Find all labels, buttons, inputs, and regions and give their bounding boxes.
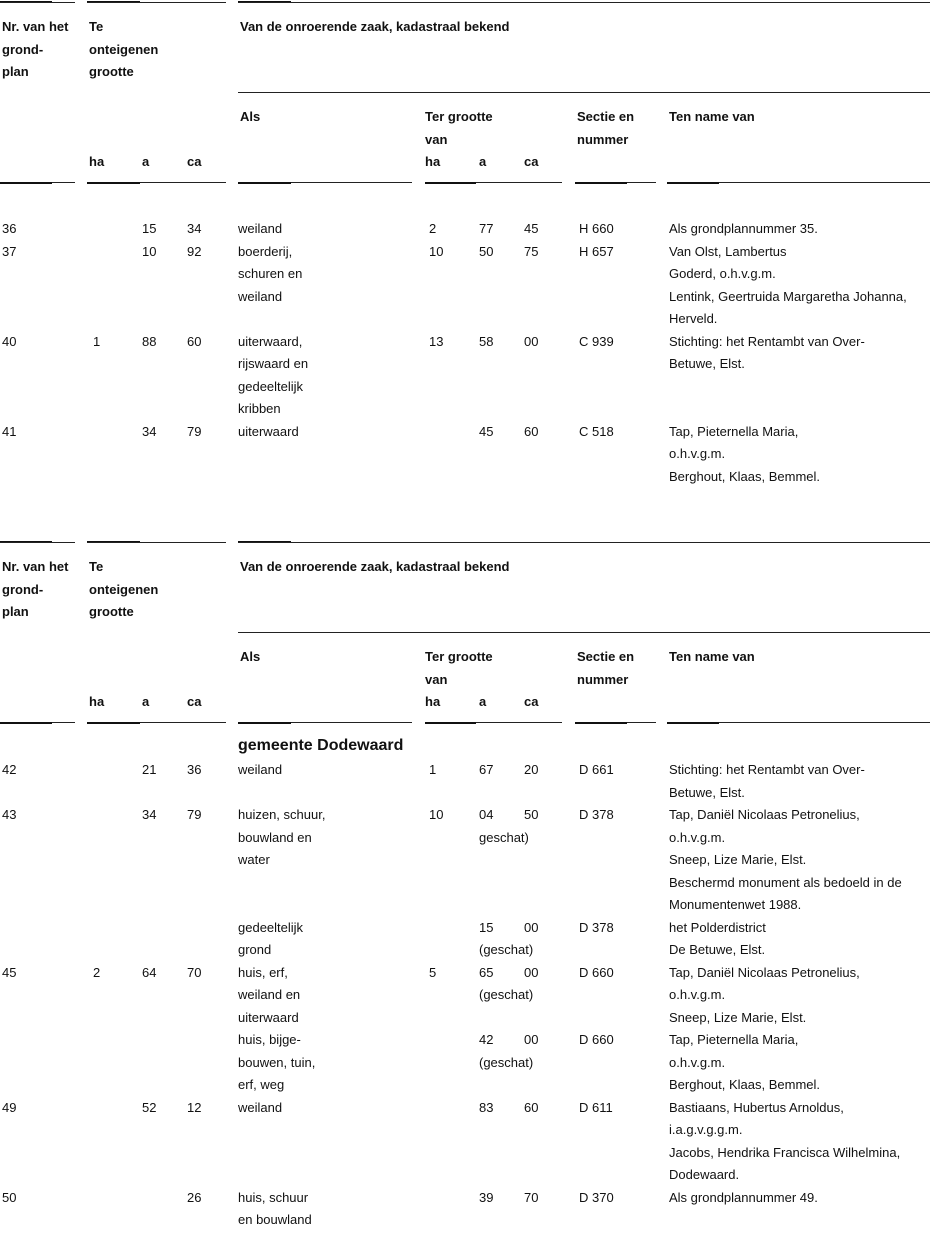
cell-sectie: D 660 [579,964,614,980]
header-ten-name-van: Ten name van [669,649,755,664]
header-ca: ca [187,154,202,169]
cell-nr: 43 [2,807,17,822]
cell-ten-name-van: Betuwe, Elst. [669,356,745,371]
cell-als: weiland [238,1099,283,1115]
top-rule [0,2,75,3]
cell-ten-name-van: Als grondplannummer 35. [669,221,818,236]
header-ca: ca [524,694,539,709]
cell-nr: 40 [2,333,17,349]
cell-als: huis, erf, [238,964,288,980]
cell-als: schuren en [238,266,303,281]
top-rule [87,2,226,3]
sub-header-rule [238,92,930,93]
cell-als: bouwen, tuin, [238,1054,316,1070]
header-van-de-onroerende-zaak: Van de onroerende zaak, kadastraal bekend [240,19,510,34]
header-ha: ha [89,694,105,709]
cell-sectie: H 657 [579,243,614,259]
sub-header-rule [238,632,930,633]
cell-ten-name-van: Herveld. [669,311,718,326]
cell-ten-name-van: o.h.v.g.m. [669,446,726,461]
cell-ten-name-van: Tap, Pieternella Maria, [669,423,799,439]
cell-a: 34 [142,423,157,439]
cell-ten-name-van: Goderd, o.h.v.g.m. [669,266,776,281]
cell-ca: 12 [187,1099,202,1115]
header-accent [425,722,476,724]
cell-sectie: D 661 [579,762,614,777]
cell-ten-name-van: Betuwe, Elst. [669,784,745,800]
cell-nr: 45 [2,964,17,980]
cell-ter-ha: 2 [429,221,437,236]
cell-ten-name-van: Stichting: het Rentambt van Over- [669,762,865,777]
cell-als: water [238,852,270,867]
header-sectie: nummer [577,131,629,147]
header-ter-grootte: van [425,671,448,687]
cell-als: uiterwaard, [238,333,303,349]
cell-a: 21 [142,762,157,777]
cell-als: boerderij, [238,243,293,259]
cell-als: en bouwland [238,1212,312,1227]
cell-ter-ha: 5 [429,964,437,980]
cell-ter-a: 04 [479,807,494,822]
header-accent [87,722,140,724]
cell-ter-note: geschat) [479,829,529,845]
header-ter-grootte: Ter grootte [425,649,493,664]
cell-a: 15 [142,221,157,236]
cell-als: huis, bijge- [238,1032,301,1047]
cell-ter-a: 15 [479,919,494,935]
cell-ter-note: (geschat) [479,942,534,957]
header-sectie: nummer [577,671,629,687]
cell-ten-name-van: Berghout, Klaas, Bemmel. [669,1077,821,1092]
cell-sectie: D 370 [579,1189,614,1205]
cell-ter-ca: 00 [524,919,539,935]
cell-nr: 49 [2,1099,17,1115]
header-a: a [479,154,487,169]
header-ter-grootte: Ter grootte [425,109,493,124]
cell-ten-name-van: Bastiaans, Hubertus Arnoldus, [669,1099,844,1115]
cell-ten-name-van: i.a.g.v.g.g.m. [669,1122,743,1137]
header-accent [667,722,719,724]
cell-ter-ca: 60 [524,423,539,439]
header-ter-grootte: van [425,131,448,147]
cell-sectie: D 611 [579,1099,613,1115]
cell-ca: 26 [187,1189,202,1205]
top-rule [238,542,930,543]
cell-als: grond [238,942,272,957]
header-te-onteigenen: Te [89,559,104,574]
cell-ter-ca: 00 [524,333,539,349]
cell-ca: 79 [187,423,202,439]
cell-a: 64 [142,964,157,980]
header-te-onteigenen: grootte [89,64,134,79]
header-nr: Nr. van het [2,559,69,574]
cell-ten-name-van: Tap, Pieternella Maria, [669,1032,799,1047]
header-accent [238,182,291,184]
cell-ter-ca: 50 [524,807,539,822]
header-als: Als [240,109,261,124]
cell-als: weiland [238,288,283,304]
cell-ten-name-van: Stichting: het Rentambt van Over- [669,333,865,349]
header-sectie: Sectie en [577,109,635,124]
cell-als: uiterwaard [238,423,299,439]
cell-ter-a: 42 [479,1032,494,1047]
cell-ten-name-van: o.h.v.g.m. [669,987,726,1002]
cell-ten-name-van: Monumentenwet 1988. [669,897,802,912]
cell-a: 34 [142,807,157,822]
cell-ca: 34 [187,221,202,236]
cell-als: weiland [238,221,283,236]
cell-als: gedeeltelijk [238,919,304,935]
cell-nr: 41 [2,423,17,439]
cell-ter-ha: 13 [429,333,444,349]
cell-ten-name-van: Lentink, Geertruida Margaretha Johanna, [669,288,907,304]
cell-als: weiland [238,762,283,777]
header-a: a [479,694,487,709]
header-nr: plan [2,64,29,79]
top-rule [87,542,226,543]
header-nr: plan [2,604,29,619]
cell-ter-ca: 70 [524,1189,539,1205]
cell-ten-name-van: De Betuwe, Elst. [669,942,766,957]
cell-ter-ca: 20 [524,762,539,777]
cell-ten-name-van: Sneep, Lize Marie, Elst. [669,852,807,867]
cell-ter-ha: 1 [429,762,437,777]
cell-ter-a: 83 [479,1099,494,1115]
header-a: a [142,694,150,709]
cell-als: huizen, schuur, [238,807,326,822]
cell-ter-ca: 60 [524,1099,539,1115]
header-accent [575,722,627,724]
header-ten-name-van: Ten name van [669,109,755,124]
header-van-de-onroerende-zaak: Van de onroerende zaak, kadastraal bekend [240,559,510,574]
cell-als: weiland en [238,987,301,1002]
cell-sectie: D 378 [579,807,614,822]
header-accent [87,182,140,184]
header-accent [0,182,52,184]
header-ca: ca [524,154,539,169]
top-rule [238,2,930,3]
cell-ter-a: 50 [479,243,494,259]
cell-ca: 36 [187,762,202,777]
cell-ca: 79 [187,807,202,822]
cell-a: 52 [142,1099,157,1115]
header-nr: grond- [2,41,44,57]
header-te-onteigenen: onteigenen [89,581,159,597]
cell-als: uiterwaard [238,1009,299,1025]
cell-ten-name-van: o.h.v.g.m. [669,1054,726,1070]
header-ha: ha [89,154,105,169]
cell-sectie: H 660 [579,221,614,236]
header-accent [575,182,627,184]
cell-nr: 50 [2,1189,17,1205]
cell-ca: 70 [187,964,202,980]
cell-ha: 1 [93,333,101,349]
header-accent [667,182,719,184]
cell-als: gedeeltelijk [238,378,304,394]
cell-ten-name-van: Van Olst, Lambertus [669,243,787,259]
cell-ten-name-van: het Polderdistrict [669,919,766,935]
header-accent [0,722,52,724]
cell-ter-ca: 75 [524,243,539,259]
header-te-onteigenen: grootte [89,604,134,619]
cell-als: bouwland en [238,829,312,845]
header-accent [425,182,476,184]
cell-ten-name-van: Sneep, Lize Marie, Elst. [669,1009,807,1025]
cell-als: huis, schuur [238,1189,309,1205]
header-te-onteigenen: onteigenen [89,41,159,57]
cell-ter-ha: 10 [429,807,444,822]
cell-ten-name-van: Beschermd monument als bedoeld in de [669,874,902,890]
cell-ter-a: 77 [479,221,494,236]
cell-a: 10 [142,243,157,259]
cell-sectie: C 518 [579,423,614,439]
cell-ten-name-van: Berghout, Klaas, Bemmel. [669,468,821,484]
header-ha: ha [425,154,441,169]
cell-als: rijswaard en [238,356,309,371]
cell-ter-a: 45 [479,423,494,439]
cell-als: erf, weg [238,1077,285,1092]
header-accent [238,722,291,724]
header-ha: ha [425,694,441,709]
cell-sectie: D 660 [579,1032,614,1047]
header-a: a [142,154,150,169]
cell-sectie: D 378 [579,919,614,935]
cell-ter-ca: 00 [524,1032,539,1047]
cell-ten-name-van: Tap, Daniël Nicolaas Petronelius, [669,964,860,980]
cell-ten-name-van: Als grondplannummer 49. [669,1189,818,1205]
header-te-onteigenen: Te [89,19,104,34]
header-als: Als [240,649,261,664]
cell-ter-a: 39 [479,1189,494,1205]
top-rule [0,542,75,543]
header-sectie: Sectie en [577,649,635,664]
header-nr: Nr. van het [2,19,69,34]
cell-ter-note: (geschat) [479,987,534,1002]
cell-ten-name-van: Jacobs, Hendrika Francisca Wilhelmina, [669,1144,901,1160]
cell-ter-a: 58 [479,333,494,349]
header-ca: ca [187,694,202,709]
cell-ca: 60 [187,333,202,349]
municipality-heading: gemeente Dodewaard [238,737,404,754]
cell-ter-ca: 45 [524,221,539,236]
cell-nr: 42 [2,762,17,777]
cell-ter-note: (geschat) [479,1054,534,1070]
cell-ter-ca: 00 [524,964,539,980]
cell-ter-ha: 10 [429,243,444,259]
cell-ca: 92 [187,243,202,259]
cell-ten-name-van: Dodewaard. [669,1167,740,1182]
cell-als: kribben [238,401,281,416]
cell-ten-name-van: Tap, Daniël Nicolaas Petronelius, [669,807,860,822]
cell-ten-name-van: o.h.v.g.m. [669,829,726,845]
cell-ter-a: 67 [479,762,494,777]
header-nr: grond- [2,581,44,597]
cell-nr: 37 [2,243,17,259]
cell-sectie: C 939 [579,333,614,349]
cell-ter-a: 65 [479,964,494,980]
cell-nr: 36 [2,221,17,236]
cell-ha: 2 [93,964,101,980]
cell-a: 88 [142,333,157,349]
